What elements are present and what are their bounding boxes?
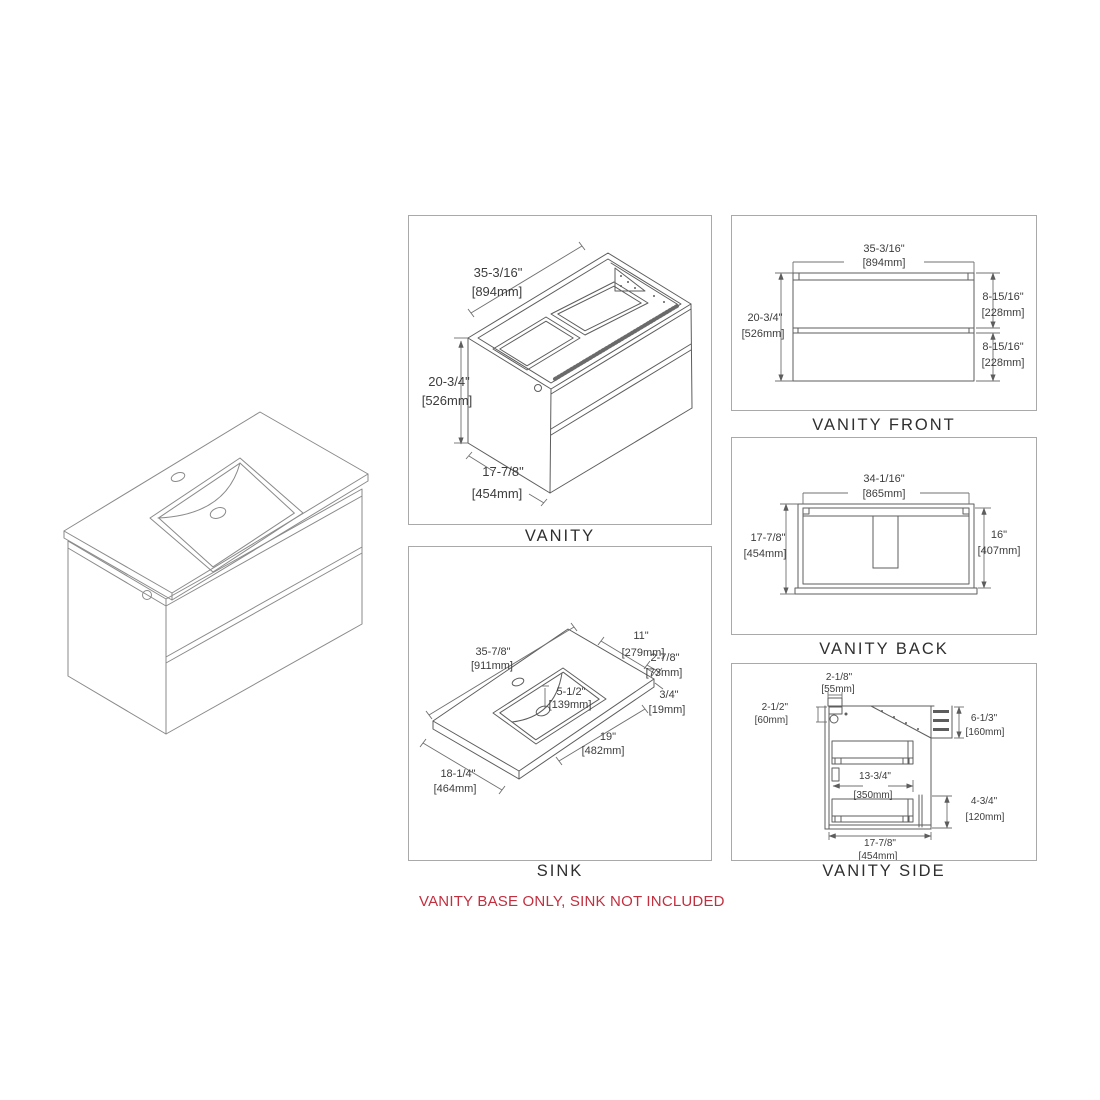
caption-sink: SINK [536, 862, 584, 880]
dim-width-in: 35-3/16" [473, 265, 523, 280]
dim-side-toe-in: 4-3/4" [970, 796, 998, 807]
dim-front-height-mm: [526mm] [741, 328, 785, 340]
vanity-front-drawing [732, 216, 1036, 410]
panel-sink [408, 546, 712, 861]
dim-back-inner-in: 16" [990, 529, 1008, 541]
dim-edge-mm: [73mm] [645, 667, 683, 679]
dim-back-width-in: 34-1/16" [863, 473, 905, 485]
panel-vanity [408, 215, 712, 525]
dim-side-drawer-mm: [350mm] [853, 790, 893, 801]
caption-vanity-front: VANITY FRONT [812, 416, 956, 434]
vanity-side-drawing [732, 664, 1036, 860]
dim-height-in: 20-3/4" [428, 374, 470, 389]
hero-countertop [64, 412, 368, 600]
dim-basin-depth-mm: [279mm] [621, 647, 665, 659]
dim-back-height-mm: [454mm] [743, 548, 787, 560]
caption-vanity: VANITY [524, 527, 596, 545]
dim-side-bracket-in: 6-1/3" [970, 713, 998, 724]
vanity-isometric-drawing [409, 216, 711, 524]
side-drawers [832, 741, 922, 827]
sink-dimensions [420, 623, 685, 795]
not-included-note: VANITY BASE ONLY, SINK NOT INCLUDED [419, 893, 725, 910]
dim-side-toe-mm: [120mm] [965, 812, 1005, 823]
panel-vanity-front [731, 215, 1037, 411]
dim-front-width-in: 35-3/16" [863, 243, 905, 255]
vanity-interior [493, 263, 677, 379]
dim-sink-depth-in: 18-1/4" [440, 768, 476, 780]
dim-side-drawer-in: 13-3/4" [859, 771, 891, 782]
dim-sink-width-in: 35-7/8" [475, 646, 511, 658]
caption-vanity-side: VANITY SIDE [822, 862, 946, 880]
dim-faucet-in: 5-1/2" [556, 686, 586, 698]
hero-cabinet [68, 489, 362, 734]
panel-vanity-side [731, 663, 1037, 861]
back-dimensions [744, 473, 1021, 594]
dim-front-width-mm: [894mm] [862, 257, 906, 269]
dim-side-rail-mm: [55mm] [821, 684, 855, 695]
dim-side-rail-in: 2-1/8" [825, 672, 853, 683]
back-view-outline [795, 504, 977, 594]
dim-edge-in: 2-7/8" [650, 652, 680, 664]
dim-front-lower-mm: [228mm] [981, 357, 1025, 369]
dim-side-depth-in: 17-7/8" [864, 838, 896, 849]
dim-width-mm: [894mm] [471, 284, 523, 299]
dim-thick-mm: [19mm] [648, 704, 686, 716]
dim-side-backtop-mm: [60mm] [754, 715, 788, 726]
dim-side-bracket-mm: [160mm] [965, 727, 1005, 738]
dim-front-height-in: 20-3/4" [747, 312, 783, 324]
side-dimensions [755, 672, 1005, 860]
dim-side-depth-mm: [454mm] [858, 851, 898, 860]
dim-back-height-in: 17-7/8" [750, 532, 786, 544]
panel-vanity-back [731, 437, 1037, 635]
dim-faucet-mm: [139mm] [548, 699, 592, 711]
dim-basin-width-mm: [482mm] [581, 745, 625, 757]
dim-height-mm: [526mm] [421, 393, 473, 408]
dim-sink-depth-mm: [464mm] [433, 783, 477, 795]
front-view-outline [793, 273, 974, 381]
dim-basin-depth-in: 11" [633, 630, 649, 642]
dim-thick-in: 3/4" [659, 689, 679, 701]
sink-isometric-drawing [409, 547, 711, 860]
vanity-hero-drawing [40, 395, 390, 755]
caption-vanity-back: VANITY BACK [819, 640, 949, 658]
dim-back-inner-mm: [407mm] [977, 545, 1021, 557]
dim-depth-in: 17-7/8" [482, 464, 524, 479]
dim-depth-mm: [454mm] [471, 486, 523, 501]
dim-back-width-mm: [865mm] [862, 488, 906, 500]
dim-sink-width-mm: [911mm] [471, 660, 513, 672]
front-dimensions [742, 243, 1025, 381]
dim-side-backtop-in: 2-1/2" [761, 702, 788, 713]
dim-front-lower-in: 8-15/16" [982, 341, 1024, 353]
vanity-back-drawing [732, 438, 1036, 634]
dim-basin-width-in: 19" [599, 731, 617, 743]
faucet-hole [511, 677, 525, 688]
dim-front-upper-mm: [228mm] [981, 307, 1025, 319]
dim-front-upper-in: 8-15/16" [982, 291, 1024, 303]
